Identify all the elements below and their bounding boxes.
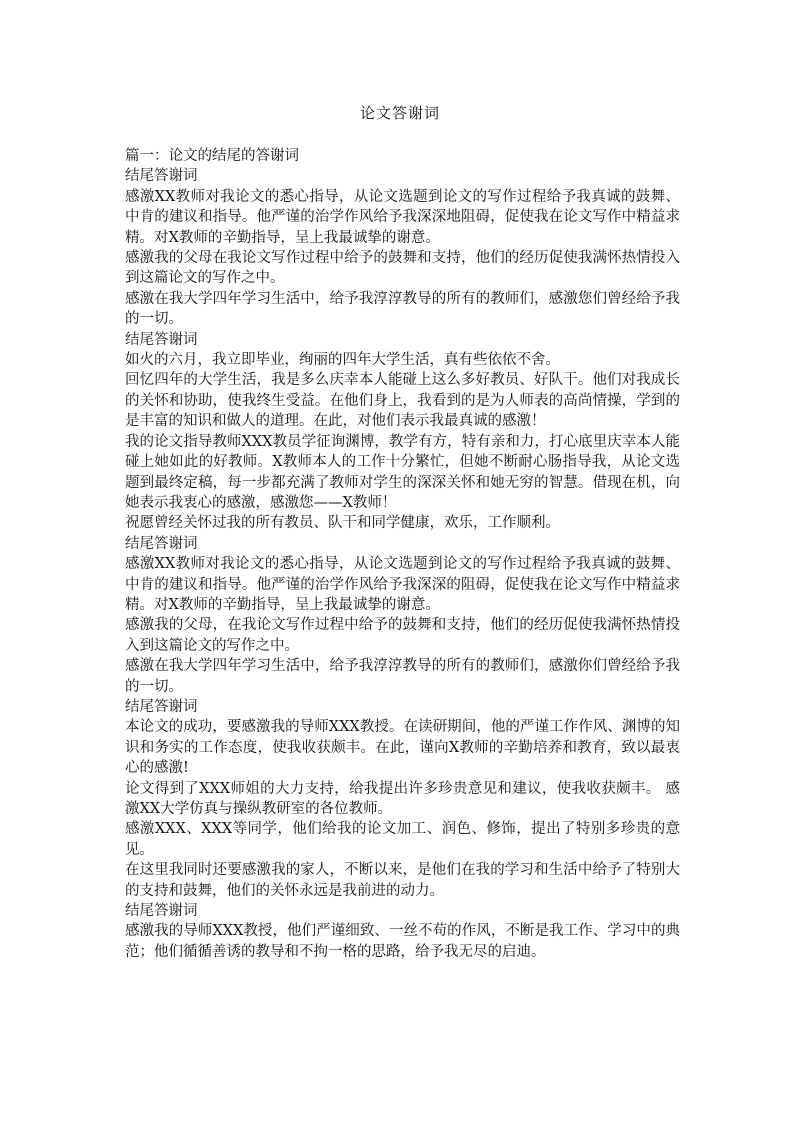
body-paragraph: 本论文的成功，要感激我的导师XXX教授。在读研期间，他的严谨工作作风、渊博的知识和务实的工作态度，使我收获颇丰。在此，谨向X教师的辛勤培养和教育，致以最衷心的感激! — [125, 719, 680, 777]
body-paragraph: 感激XX教师对我论文的悉心指导，从论文选题到论文的写作过程给予我真诚的鼓舞、中肯的建议和指导。他严谨的治学作风给予我深深的阻碍，促使我在论文写作中精益求精。对X教师的辛勤指导，呈上我最诚挚的谢意。 — [125, 556, 680, 613]
body-paragraph: 回忆四年的大学生活，我是多么庆幸本人能碰上这么多好教员、好队干。他们对我成长的关怀和协助，使我终生受益。在他们身上，我看到的是为人师表的高尚情操，学到的是丰富的知识和做人的道理。在此，对他们表示我最真诚的感激！ — [125, 372, 680, 430]
document-title: 论文答谢词 — [359, 104, 440, 122]
body-paragraph: 在这里我同时还要感激我的家人，不断以来，是他们在我的学习和生活中给予了特别大的支持和鼓舞，他们的关怀永远是我前进的动力。 — [125, 862, 680, 899]
subsection-heading: 结尾答谢词 — [125, 168, 198, 185]
body-paragraph: 感激我的导师XXX教授，他们严谨细致、一丝不苟的作风，不断是我工作、学习中的典范；他们循循善诱的教导和不拘一格的思路，给予我无尽的启迪。 — [125, 923, 680, 960]
body-paragraph: 感激在我大学四年学习生活中，给予我淳淳教导的所有的教师们，感激你们曾经给予我的一切。 — [125, 658, 680, 695]
body-paragraph: 论文得到了XXX师姐的大力支持，给我提出许多珍贵意见和建议，使我收获颇丰。 感激XX大学仿真与操纵教研室的各位教师。 — [125, 780, 680, 817]
body-paragraph: 如火的六月，我立即毕业，绚丽的四年大学生活，真有些依依不舍。 — [125, 352, 560, 369]
subsection-heading: 结尾答谢词 — [125, 331, 198, 348]
body-paragraph: 感激我的父母，在我论文写作过程中给予的鼓舞和支持，他们的经历促使我满怀热情投入到这篇论文的写作之中。 — [125, 617, 680, 654]
subsection-heading: 结尾答谢词 — [125, 903, 198, 920]
body-paragraph: 我的论文指导教师XXX教员学征询渊博，教学有方，特有亲和力，打心底里庆幸本人能碰上她如此的好教师。X教师本人的工作十分繁忙，但她不断耐心肠指导我，从论文选题到最终定稿，每一步都充满了教师对学生的深深关怀和她无穷的智慧。借现在机，向她表示我衷心的感激，感激您——X教师！ — [125, 433, 680, 511]
body-paragraph: 感激在我大学四年学习生活中，给予我淳淳教导的所有的教师们，感激您们曾经给予我的一切。 — [125, 290, 680, 328]
subsection-heading: 结尾答谢词 — [125, 698, 198, 715]
section-heading: 篇一：论文的结尾的答谢词 — [125, 148, 299, 164]
body-paragraph: 感激XXX、XXX等同学，他们给我的论文加工、润色、修饰，提出了特别多珍贵的意见。 — [125, 821, 680, 858]
body-paragraph: 祝愿曾经关怀过我的所有教员、队干和同学健康，欢乐，工作顺利。 — [125, 515, 560, 532]
subsection-heading: 结尾答谢词 — [125, 535, 198, 552]
document-body — [125, 146, 680, 962]
body-paragraph: 感激我的父母在我论文写作过程中给予的鼓舞和支持，他们的经历促使我满怀热情投入到这篇论文的写作之中。 — [125, 250, 680, 287]
body-paragraph: 感激XX教师对我论文的悉心指导，从论文选题到论文的写作过程给予我真诚的鼓舞、中肯的建议和指导。他严谨的治学作风给予我深深地阻碍，促使我在论文写作中精益求精。对X教师的辛勤指导，呈上我最诚挚的谢意。 — [125, 188, 680, 246]
